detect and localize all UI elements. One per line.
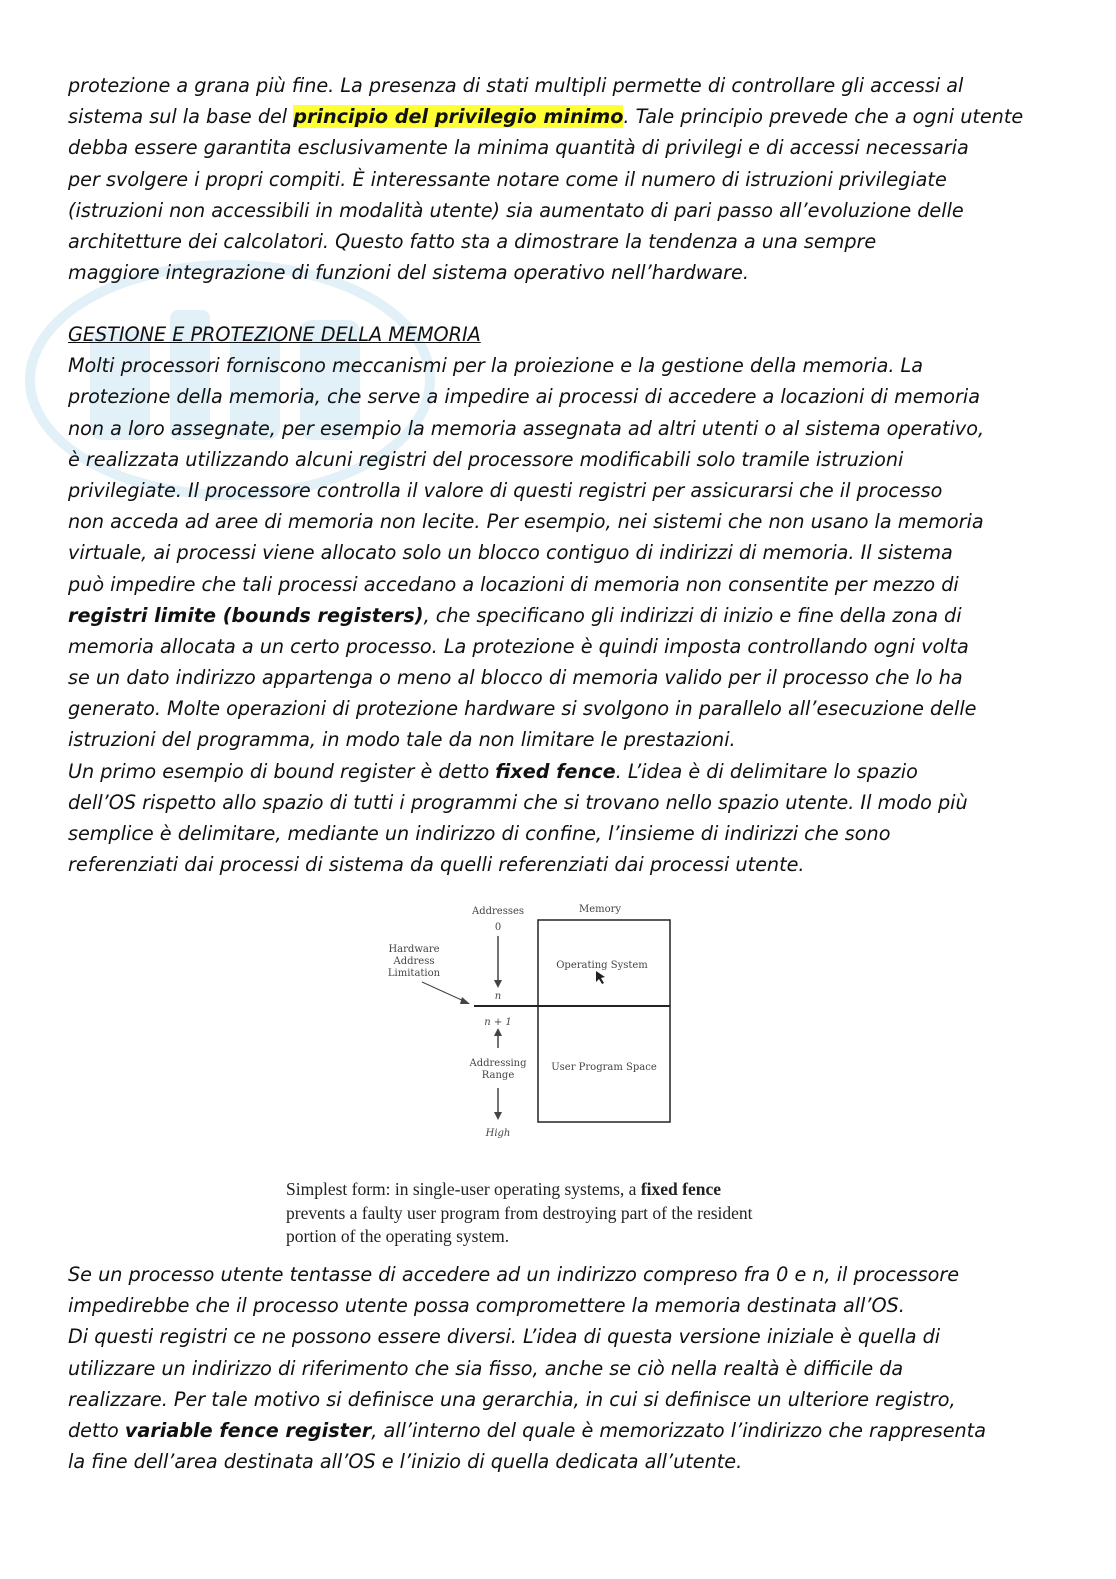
section-heading: GESTIONE E PROTEZIONE DELLA MEMORIA (68, 323, 481, 346)
addressing-range-label-1: Addressing (469, 1058, 527, 1069)
text-line: protezione a grana più fine. La presenza di stati multipli permette di controllare gli accessi al (68, 74, 964, 97)
text-span: sistema sul la base del (68, 105, 294, 129)
cursor-icon (596, 971, 605, 984)
text-span: Un primo esempio di bound register è detto (68, 759, 496, 783)
bold-term: fixed fence (495, 759, 616, 783)
figure-caption (286, 1178, 846, 1249)
text-span: . Tale principio prevede che a ogni utente (623, 105, 1024, 129)
caption-bold: fixed fence (640, 1179, 721, 1199)
text-line: virtuale, ai processi viene allocato solo un blocco contiguo di indirizzi di memoria. Il sistema (68, 541, 953, 565)
addresses-label: Addresses (471, 906, 525, 917)
text-line: può impedire che tali processi accedano a locazioni di memoria non consentite per mezzo di (68, 572, 959, 596)
text-line: Molti processori forniscono meccanismi per la proiezione e la gestione della memoria. La (68, 354, 924, 378)
text-line: Di questi registri ce ne possono essere diversi. L’idea di questa versione iniziale è quella di (68, 1325, 941, 1349)
text-line: protezione della memoria, che serve a impedire ai processi di accedere a locazioni di memoria (68, 385, 980, 409)
caption-line (286, 1178, 846, 1202)
text-line: debba essere garantita esclusivamente la minima quantità di privilegi e di accessi necessaria (68, 136, 969, 160)
text-line (68, 756, 1053, 787)
text-line: maggiore integrazione di funzioni del sistema operativo nell’hardware. (68, 261, 749, 285)
addressing-range-label-2: Range (481, 1070, 515, 1081)
text-line: utilizzare un indirizzo di riferimento che sia fisso, anche se ciò nella realtà è difficile da (68, 1356, 904, 1380)
text-line: dell’OS rispetto allo spazio di tutti i programmi che si trovano nello spazio utente. Il modo più (68, 790, 968, 814)
os-region-label: Operating System (556, 960, 648, 971)
pointer-arrow-head (460, 997, 470, 1004)
hw-limitation-label-2: Address (393, 956, 435, 967)
text-line: realizzare. Per tale motivo si definisce una gerarchia, in cui si definisce un ulteriore registro, (68, 1387, 956, 1411)
text-span: detto (68, 1418, 125, 1442)
memory-fence-diagram (380, 898, 700, 1143)
text-line: se un dato indirizzo appartenga o meno al blocco di memoria valido per il processo che lo ha (68, 666, 963, 690)
address-zero-label: 0 (494, 922, 502, 933)
text-line (68, 600, 1053, 631)
text-span: . L’idea è di delimitare lo spazio (615, 759, 918, 783)
pointer-arrow-line (422, 982, 466, 1002)
paragraph-1 (68, 70, 1053, 288)
down-arrow-head (494, 980, 502, 988)
caption-line: prevents a faulty user program from destroying part of the resident (286, 1202, 753, 1223)
user-space-label: User Program Space (551, 1062, 657, 1073)
high-label: High (485, 1128, 511, 1139)
text-line: istruzioni del programma, in modo tale da non limitare le prestazioni. (68, 728, 736, 752)
text-line: (istruzioni non accessibili in modalità utente) sia aumentato di pari passo all’evoluzione delle (68, 198, 964, 222)
text-line: architetture dei calcolatori. Questo fatto sta a dimostrare la tendenza a una sempre (68, 229, 877, 253)
text-line: non acceda ad aree di memoria non lecite. Per esempio, nei sistemi che non usano la memoria (68, 510, 984, 534)
text-line (68, 1415, 1053, 1446)
bold-term: variable fence register (124, 1418, 372, 1442)
caption-line: portion of the operating system. (286, 1226, 510, 1246)
text-line: per svolgere i propri compiti. È interessante notare come il numero di istruzioni privilegiate (68, 167, 947, 191)
bold-term: registri limite (bounds registers) (68, 603, 424, 627)
text-line: referenziati dai processi di sistema da quelli referenziati dai processi utente. (68, 853, 805, 877)
text-span: , all’interno del quale è memorizzato l’indirizzo che rappresenta (371, 1418, 986, 1442)
hw-limitation-label-1: Hardware (388, 944, 440, 955)
caption-span: Simplest form: in single-user operating systems, a (286, 1179, 641, 1199)
memory-label: Memory (578, 904, 622, 915)
text-line: generato. Molte operazioni di protezione hardware si svolgono in parallelo all’esecuzione delle (68, 697, 977, 721)
text-line: è realizzata utilizzando alcuni registri del processore modificabili solo tramile istruzioni (68, 447, 904, 471)
text-span: , che specificano gli indirizzi di inizio e fine della zona di (423, 603, 962, 627)
text-line (68, 101, 1053, 132)
text-line: la fine dell’area destinata all’OS e l’inizio di quella dedicata all’utente. (68, 1450, 743, 1474)
n-plus-1-label: n + 1 (484, 1017, 512, 1028)
highlighted-term: principio del privilegio minimo (293, 105, 624, 129)
text-line: memoria allocata a un certo processo. La protezione è quindi imposta controllando ogni volta (68, 634, 969, 658)
section-memory (68, 319, 1053, 880)
text-line: non a loro assegnate, per esempio la memoria assegnata ad altri utenti o al sistema operativo, (68, 416, 985, 440)
hw-limitation-label-3: Limitation (387, 968, 441, 979)
text-line: semplice è delimitare, mediante un indirizzo di confine, l’insieme di indirizzi che sono (68, 822, 891, 845)
paragraph-3 (68, 1259, 1053, 1477)
memory-box (538, 920, 670, 1122)
n-label: n (494, 991, 502, 1002)
text-line: Se un processo utente tentasse di accedere ad un indirizzo compreso fra 0 e n, il processore (68, 1263, 960, 1286)
text-line: privilegiate. Il processore controlla il valore di questi registri per assicurarsi che il processo (68, 478, 943, 502)
down-arrow-head-2 (494, 1112, 502, 1120)
up-arrow-head (494, 1028, 502, 1036)
text-line: impedirebbe che il processo utente possa compromettere la memoria destinata all’OS. (68, 1294, 905, 1318)
